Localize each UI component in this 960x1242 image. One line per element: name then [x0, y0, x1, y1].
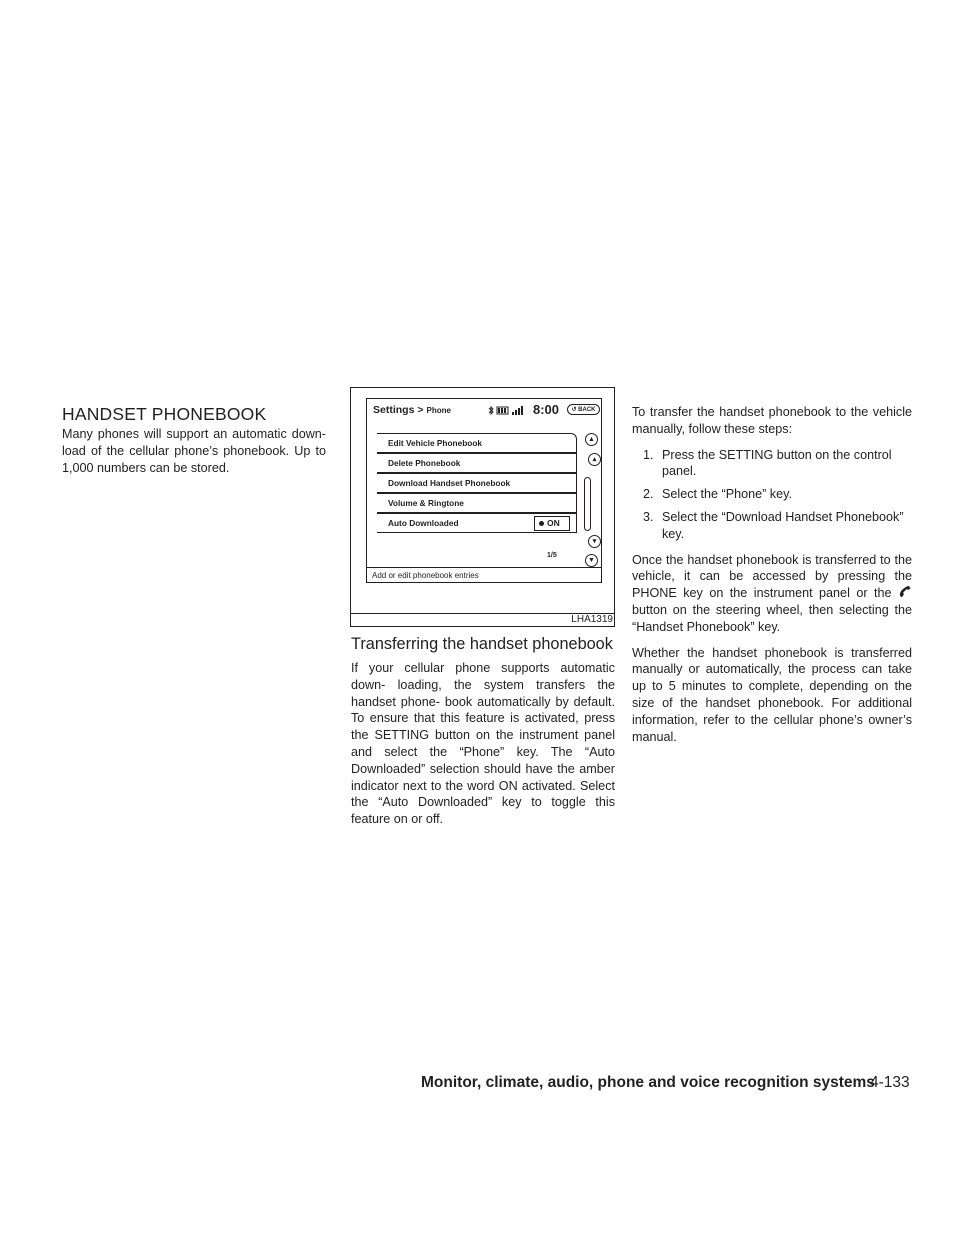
manual-intro: To transfer the handset phonebook to the vehicle manually, follow these steps:	[632, 405, 912, 436]
screen-subtitle: Phone	[426, 406, 451, 415]
phone-handset-icon	[898, 585, 912, 599]
signal-icon	[512, 406, 523, 415]
display-screen	[366, 398, 602, 583]
column-3	[632, 404, 912, 754]
subsection-body: If your cellular phone supports automatic down- loading, the system transfers the handset phone- book automatically by default. To ensure that this feature is activated, press the SETTING button on the instrument panel and select the “Phone” key. The “Auto Downloaded” selection should have the amber indicator next to the word ON activated. Select the “Auto Downloaded” key to toggle this feature on or off.	[351, 661, 615, 827]
auto-download-toggle[interactable]: ON	[534, 516, 570, 531]
battery-icon	[497, 407, 508, 414]
scroll-down-icon[interactable]: ▾	[588, 535, 601, 548]
menu-item-delete-phonebook[interactable]: Delete Phonebook	[377, 453, 577, 473]
menu-item-edit-vehicle-phonebook[interactable]: Edit Vehicle Phonebook	[377, 433, 577, 453]
footer-chapter: Monitor, climate, audio, phone and voice recognition systems	[421, 1074, 875, 1091]
phone-settings-figure	[350, 387, 615, 627]
hint-bar: Add or edit phonebook entries	[367, 567, 601, 583]
screen-header	[367, 399, 601, 421]
steps-list	[632, 447, 912, 543]
scroll-bottom-icon[interactable]: ▼	[585, 554, 598, 567]
column-1	[62, 426, 326, 485]
step-3: 3. Select the “Download Handset Phonebook” key.	[643, 509, 904, 541]
figure-code: LHA1319	[571, 614, 613, 625]
menu-item-auto-downloaded[interactable]: Auto Downloaded ON	[377, 513, 577, 533]
step-2: 2. Select the “Phone” key.	[643, 487, 792, 502]
footer-page-number: 4-133	[870, 1074, 910, 1091]
step-1: 1. Press the SETTING button on the control panel.	[643, 447, 892, 479]
screen-title: Settings > Phone	[373, 404, 451, 416]
access-paragraph: Once the handset phonebook is transferred to the vehicle, it can be accessed by pressing the PHONE key on the instrument panel or the button on the steering wheel, then selecting the “Handset Phonebook” key.	[632, 552, 912, 634]
scrollbar[interactable]	[584, 477, 591, 531]
bluetooth-icon	[489, 407, 493, 414]
subsection-title: Transferring the handset phonebook	[351, 635, 613, 653]
status-icons	[487, 405, 531, 416]
timing-paragraph: Whether the handset phonebook is transferred manually or automatically, the process can take up to 5 minutes to complete, depending on the size of the handset phonebook. For additional information, refer to the cellular phone’s owner’s manual.	[632, 645, 912, 744]
intro-paragraph: Many phones will support an automatic down- load of the cellular phone’s phonebook. Up to 1,000 numbers can be stored.	[62, 427, 326, 475]
scroll-up-icon[interactable]: ▴	[588, 453, 601, 466]
back-button[interactable]: ↺ BACK	[567, 404, 600, 415]
screen-clock: 8:00	[533, 402, 560, 417]
scroll-top-icon[interactable]: ▲	[585, 433, 598, 446]
page-indicator: 1/5	[547, 552, 557, 559]
section-title: HANDSET PHONEBOOK	[62, 404, 267, 424]
column-2	[351, 660, 615, 837]
amber-indicator-icon	[539, 521, 544, 526]
menu-item-download-handset-phonebook[interactable]: Download Handset Phonebook	[377, 473, 577, 493]
menu-item-volume-ringtone[interactable]: Volume & Ringtone	[377, 493, 577, 513]
